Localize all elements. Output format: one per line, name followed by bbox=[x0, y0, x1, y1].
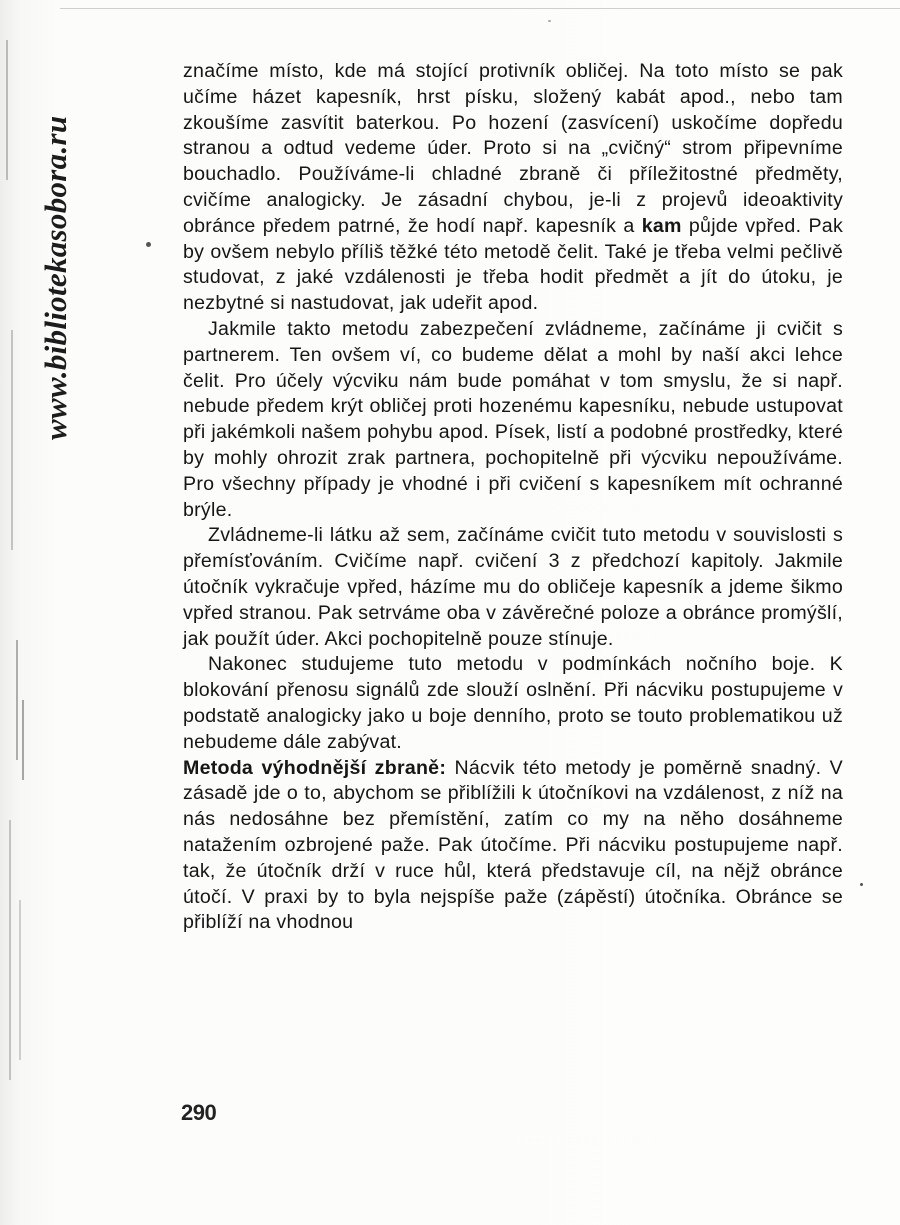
scan-edge-line bbox=[60, 8, 900, 9]
watermark: www.bibliotekasobora.ru bbox=[38, 115, 73, 440]
body-text bbox=[183, 59, 843, 936]
paragraph-1 bbox=[183, 59, 843, 317]
text-run: značíme místo, kde má stojící protivník obličej. Na toto místo se pak učíme házet kapesník, hrst písku, složený kabát apod., nebo tam zkoušíme zasvítit baterkou. Po hození (zasvícení) uskočíme dopředu stranou a odtud vedeme úder. Proto si na „cvičný“ strom připevníme bouchadlo. Používáme-li chladné zbraně či příležitostné předměty, cvičíme analogicky. Je zásadní chybou, je-li z projevů ideoaktivity obránce předem patrné, že hodí např. kapesník a bbox=[183, 60, 843, 237]
text-run: Jakmile takto metodu zabezpečení zvládneme, začínáme ji cvičit s partnerem. Ten ovšem ví, co budeme dělat a mohl by naší akci lehce čelit. Pro účely výcviku nám bude pomáhat v tom smyslu, že si např. nebude předem krýt obličej proti hozenému kapesníku, nebude ustupovat při jakémkoli našem pohybu apod. Písek, listí a podobné prostředky, které by mohly ohrozit zrak partnera, pochopitelně při výcviku nepoužíváme. Pro všechny případy je vhodné i při cvičení s kapesníkem mít ochranné brýle. bbox=[183, 317, 843, 521]
text-run: Zvládneme-li látku až sem, začínáme cvičit tuto metodu v souvislosti s přemísťováním. Cvičíme např. cvičení 3 z předchozí kapitoly. Jakmile útočník vykračuje vpřed, házíme mu do obličeje kapesník a jdeme šikmo vpřed stranou. Pak setrváme oba v závěrečné poloze a obránce promýšlí, jak použít úder. Akci pochopitelně pouze stínuje. bbox=[183, 524, 843, 650]
text-run: Nácvik této metody je poměrně snadný. V zásadě jde o to, abychom se přiblížili k útočníkovi na vzdálenost, z níž na nás nedosáhne bez přemístění, zatím co my na něho dosáhneme natažením ozbrojené paže. Pak útočíme. Při nácviku postupujeme např. tak, že útočník drží v ruce hůl, která představuje cíl, na nějž obránce útočí. V praxi by to byla nejspíše paže (zápěstí) útočníka. Obránce se přiblíží na vhodnou bbox=[183, 756, 843, 934]
paragraph-2 bbox=[183, 317, 843, 523]
text-run: půjde vpřed. Pak by ovšem nebylo příliš těžké této metodě čelit. Také je třeba velmi pečlivě studovat, z jaké vzdálenosti je třeba hodit předmět a jít do útoku, je nezbytné si nastudovat, jak udeřit apod. bbox=[183, 214, 843, 315]
text-run: Nakonec studujeme tuto metodu v podmínkách nočního boje. K blokování přenosu signálů zde slouží oslnění. Při nácviku postupujeme v podstatě analogicky jako u boje denního, proto se touto problematikou už nebudeme dále zabývat. bbox=[183, 653, 843, 753]
page-number: 290 bbox=[181, 1100, 217, 1125]
bold-text: kam bbox=[641, 214, 682, 237]
paragraph-5 bbox=[183, 756, 843, 937]
paragraph-3 bbox=[183, 523, 843, 652]
paragraph-4 bbox=[183, 652, 843, 755]
scan-speck bbox=[548, 20, 551, 22]
scan-speck bbox=[146, 242, 151, 247]
scan-speck bbox=[860, 883, 863, 886]
bold-text: Metoda výhodnější zbraně: bbox=[183, 756, 447, 779]
